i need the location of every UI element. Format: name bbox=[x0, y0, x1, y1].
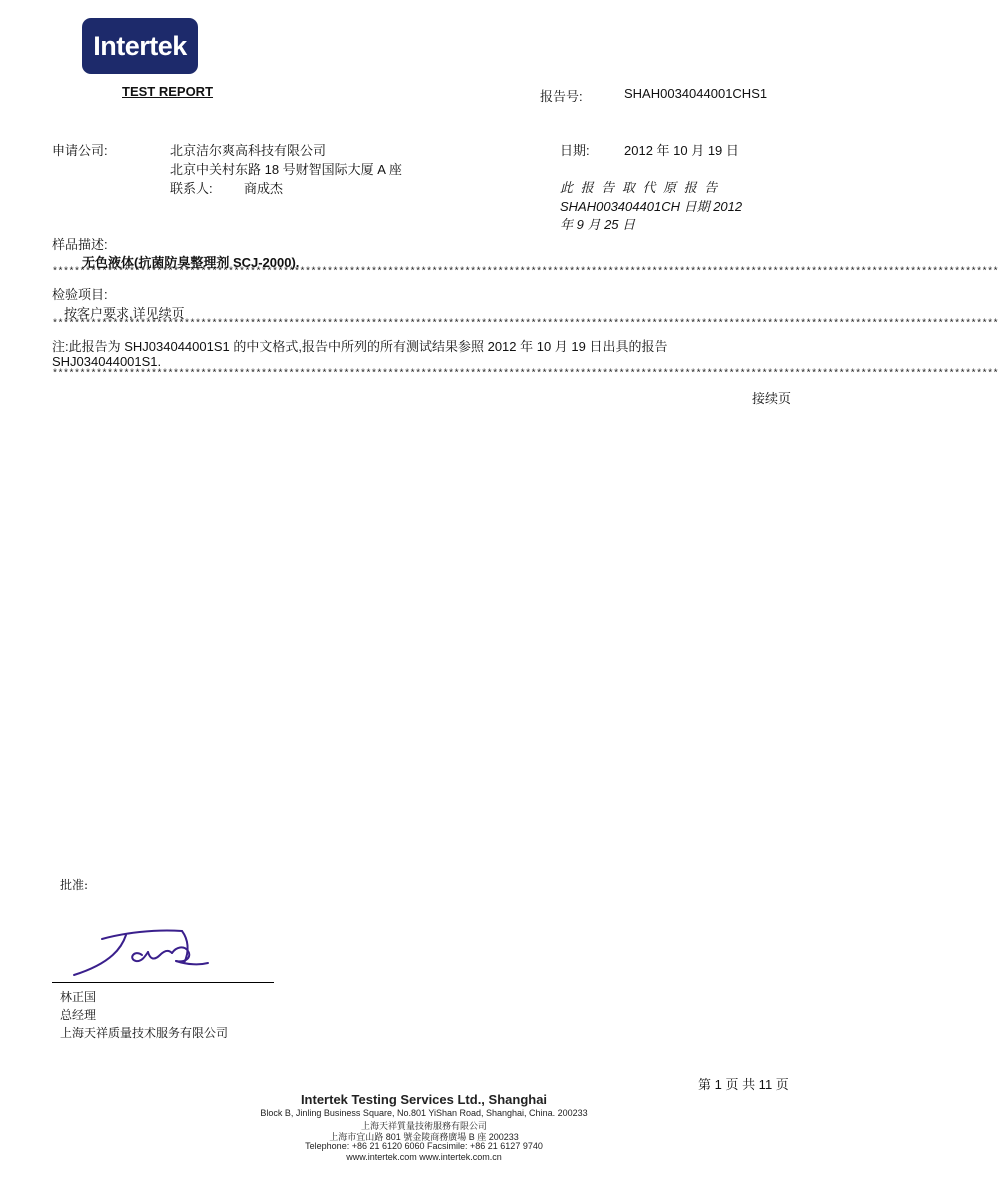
applicant-address: 北京中关村东路 18 号财智国际大厦 A 座 bbox=[170, 162, 402, 177]
footer-company: Intertek Testing Services Ltd., Shanghai bbox=[300, 1092, 548, 1107]
footer-phone: Telephone: +86 21 6120 6060 Facsimile: +86 21 6127 9740 bbox=[305, 1141, 543, 1151]
footer-name-cn: 上海天祥質量技術服務有限公司 bbox=[360, 1121, 487, 1131]
report-number-value: SHAH0034044001CHS1 bbox=[624, 86, 768, 101]
report-title: TEST REPORT bbox=[122, 84, 214, 99]
continued-text: 接续页 bbox=[752, 391, 792, 406]
approver-company: 上海天祥质量技术服务有限公司 bbox=[60, 1026, 229, 1040]
date-label: 日期: bbox=[560, 143, 590, 158]
sample-label: 样品描述: bbox=[52, 237, 108, 252]
approver-position: 总经理 bbox=[60, 1008, 97, 1022]
test-items-label: 检验项目: bbox=[52, 287, 108, 302]
supersede-line-1: 此 报 告 取 代 原 报 告 bbox=[560, 180, 720, 195]
footer-web: www.intertek.com www.intertek.com.cn bbox=[346, 1152, 502, 1162]
footer-address-en: Block B, Jinling Business Square, No.801 YiShan Road, Shanghai, China. 200233 bbox=[260, 1108, 588, 1118]
contact-name: 商成杰 bbox=[244, 181, 284, 196]
footer-address-cn: 上海市宜山路 801 號金陵商務廣場 B 座 200233 bbox=[329, 1132, 519, 1142]
note-line-2: SHJ034044001S1. bbox=[52, 354, 162, 369]
supersede-line-2: SHAH003404401CH 日期 2012 bbox=[560, 199, 743, 214]
separator-line: **************************************************************************************************************************************************************************** bbox=[52, 319, 998, 330]
contact-label: 联系人: bbox=[170, 181, 213, 196]
date-value: 2012 年 10 月 19 日 bbox=[624, 143, 739, 158]
page-indicator: 第 1 页 共 11 页 bbox=[698, 1077, 789, 1092]
signature-line bbox=[52, 982, 274, 983]
intertek-logo: Intertek bbox=[82, 18, 198, 74]
separator-line: **************************************************************************************************************************************************************************** bbox=[52, 267, 998, 278]
supersede-line-3: 年 9 月 25 日 bbox=[560, 217, 636, 232]
test-items-value: 按客户要求,详见续页 bbox=[64, 306, 185, 321]
report-number-label: 报告号: bbox=[540, 89, 583, 104]
approval-label: 批准: bbox=[60, 878, 89, 892]
applicant-label: 申请公司: bbox=[52, 143, 108, 158]
signature-image bbox=[64, 905, 224, 980]
sample-value: 无色液体(抗菌防臭整理剂 SCJ-2000). bbox=[82, 255, 300, 270]
separator-line: **************************************************************************************************************************************************************************** bbox=[52, 369, 998, 380]
approver-name: 林正国 bbox=[60, 990, 97, 1004]
applicant-company: 北京洁尔爽高科技有限公司 bbox=[170, 143, 327, 158]
note-line-1: 注:此报告为 SHJ034044001S1 的中文格式,报告中所列的所有测试结果参照 2012 年 10 月 19 日出具的报告 bbox=[52, 339, 668, 354]
